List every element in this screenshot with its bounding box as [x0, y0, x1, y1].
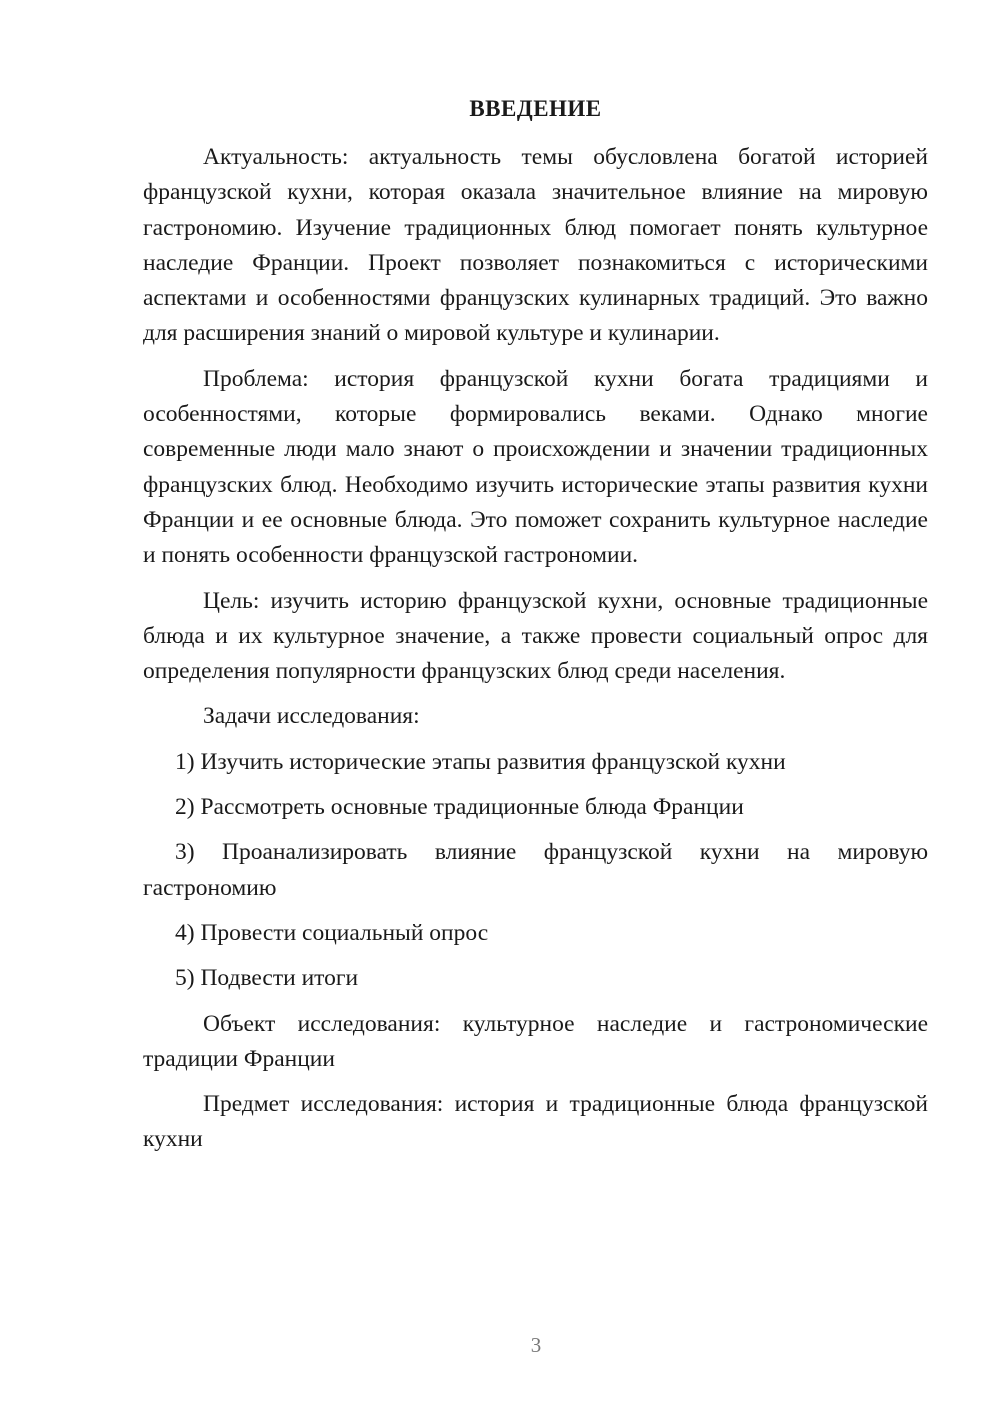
subject-paragraph: Предмет исследования: история и традиционные блюда французской кухни: [143, 1091, 928, 1153]
object-paragraph: Объект исследования: культурное наследие и гастрономические традиции Франции: [143, 1010, 928, 1072]
list-item: 4) Провести социальный опрос: [175, 919, 489, 946]
tasks-list: [143, 745, 928, 997]
page-title: ВВЕДЕНИЕ: [469, 96, 602, 121]
list-item: 2) Рассмотреть основные традиционные блюда Франции: [175, 794, 744, 821]
page-content: [143, 94, 928, 1168]
tasks-heading: Задачи исследования:: [203, 703, 420, 730]
problem-paragraph: Проблема: история французской кухни богата традициями и особенностями, которые формировались веками. Однако многие современные люди мало знают о происхождении и значении традиционных французских блюд. Необходимо изучить исторические этапы развития кухни Франции и ее основные блюда. Это поможет сохранить культурное наследие и понять особенности французской гастрономии.: [143, 365, 928, 569]
list-item: 5) Подвести итоги: [175, 965, 359, 992]
list-item: 3) Проанализировать влияние французской кухни на мировую гастрономию: [143, 839, 928, 901]
relevance-paragraph: Актуальность: актуальность темы обусловлена богатой историей французской кухни, которая оказала значительное влияние на мировую гастрономию. Изучение традиционных блюд помогает понять культурное наследие Франции. Проект позволяет познакомиться с историческими аспектами и особенностями французских кулинарных традиций. Это важно для расширения знаний о мировой культуре и кулинарии.: [143, 144, 928, 347]
goal-paragraph: Цель: изучить историю французской кухни, основные традиционные блюда и их культурное значение, а также провести социальный опрос для определения популярности французских блюд среди населения.: [143, 587, 928, 685]
page-number: 3: [530, 1333, 542, 1357]
list-item: 1) Изучить исторические этапы развития французской кухни: [175, 748, 786, 775]
